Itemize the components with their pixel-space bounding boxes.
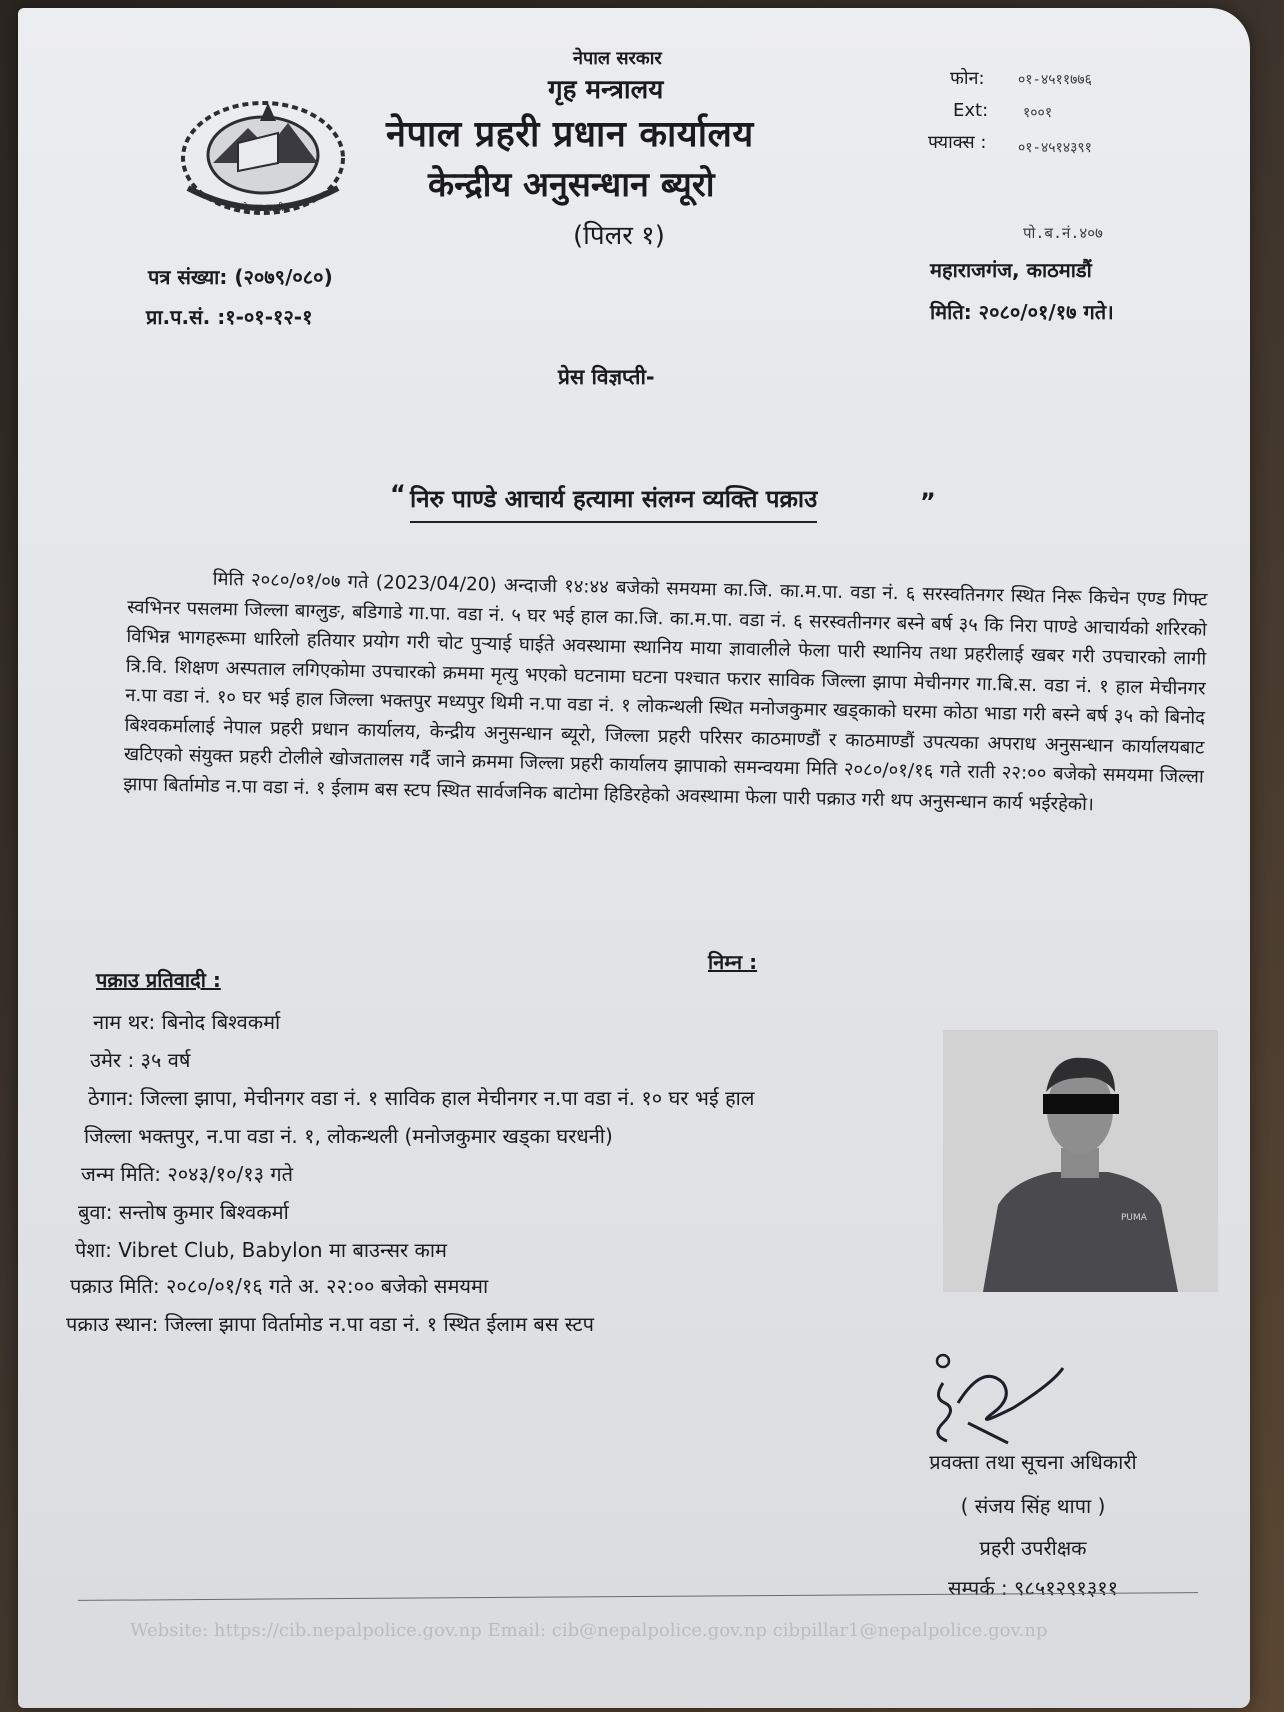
nimna-label: निम्न :	[708, 950, 758, 974]
svg-text:नेपाल प्रहरी: नेपाल प्रहरी	[242, 203, 284, 214]
detail-arrest-place: पक्राउ स्थान: जिल्ला झापा विर्तामोड न.पा वडा नं. १ स्थित ईलाम बस स्टप	[66, 1312, 594, 1336]
po-box: पो.ब.नं.४०७	[1023, 224, 1103, 242]
detail-dob: जन्म मिति: २०४३/१०/१३ गते	[81, 1162, 294, 1186]
detail-arrest-date: पक्राउ मिति: २०८०/०१/१६ गते अ. २२:०० बजेको समयमा	[70, 1274, 489, 1298]
office-name: नेपाल प्रहरी प्रधान कार्यालय	[386, 114, 754, 155]
title-close-quote: ”	[920, 488, 936, 516]
police-emblem-icon	[168, 93, 358, 223]
signatory-rank: प्रहरी उपरीक्षक	[979, 1536, 1087, 1560]
address: महाराजगंज, काठमाडौं	[930, 258, 1092, 282]
bureau-name: केन्द्रीय अनुसन्धान ब्यूरो	[428, 165, 715, 205]
signatory-contact: सम्पर्क : ९८५१२९१३११	[947, 1576, 1119, 1600]
arrestee-photo	[943, 1030, 1218, 1292]
fax-value: ०१-४५१४३९१	[1018, 140, 1092, 156]
arrestee-heading: पक्राउ प्रतिवादी :	[96, 968, 221, 992]
signature-icon	[913, 1343, 1083, 1453]
detail-occupation: पेशा: Vibret Club, Babylon मा बाउन्सर काम	[75, 1238, 448, 1262]
phone-label: फोन:	[950, 68, 985, 89]
ext-label: Ext:	[953, 100, 989, 121]
letter-number: पत्र संख्या: (२०७९/०८०)	[148, 265, 333, 289]
document-page	[18, 8, 1250, 1708]
detail-name: नाम थर: बिनोद बिश्वकर्मा	[93, 1010, 281, 1034]
press-body-paragraph: मिति २०८०/०१/०७ गते (2023/04/20) अन्दाजी १४:४४ बजेको समयमा का.जि. का.म.पा. वडा नं. ६ सरस्वतिनगर स्थित निरू किचेन एण्ड गिफ्ट स्वभिनर पसलमा जिल्ला बाग्लुङ, बडिगाडे गा.पा. वडा नं. ५ घर भई हाल का.जि. का.म.पा. वडा नं. ६ सरस्वतीनगर बस्ने बर्ष ३५ कि निरा पाण्डे आचार्यको शरिरको विभिन्न भागहरूमा धारिलो हतियार प्रयोग गरी चोट पुऱ्याई घाईते अवस्थामा स्थानिय माया ज्ञावालीले फेला पारी स्थानिय तथा प्रहरीलाई खबर गरी उपचारको लागी त्रि.वि. शिक्षण अस्पताल लगिएकोमा उपचारको क्रममा मृत्यु भएको घटनामा घटना पश्चात फरार साविक जिल्ला झापा मेचीनगर गा.बि.स. वडा नं. १ हाल मेचीनगर न.पा वडा नं. १० घर भई हाल जिल्ला भक्तपुर मध्यपुर थिमी न.पा वडा नं. १ लोकन्थली स्थित मनोजकुमार खड्काको घरमा कोठा भाडा गरी बस्ने बर्ष ३५ को बिनोद बिश्वकर्मालाई नेपाल प्रहरी प्रधान कार्यालय, केन्द्रीय अनुसन्धान ब्यूरो, जिल्ला प्रहरी परिसर काठमाण्डौं र काठमाण्डौं उपत्यका अपराध अनुसन्धान कार्यालयबाट खटिएको संयुक्त प्रहरी टोलीले खोजतालस गर्दै जाने क्रममा जिल्ला प्रहरी कार्यालय झापाको समन्वयमा मिति २०८०/०१/१६ गते राती २२:०० बजेको समयमा जिल्ला झापा बिर्तामोड न.पा वडा नं. १ ईलाम बस स्टप स्थित सार्वजनिक बाटोमा हिडिरहेको अवस्थामा फेला पारी पक्राउ गरी थप अनुसन्धान कार्य भईरहेको।	[123, 568, 1208, 815]
government-name: नेपाल सरकार	[573, 48, 662, 69]
reference-number: प्रा.प.सं. :१-०१-१२-१	[146, 305, 313, 329]
detail-father: बुवा: सन्तोष कुमार बिश्वकर्मा	[78, 1200, 289, 1224]
phone-value: ०१-४५११७७६	[1018, 72, 1092, 88]
signatory-role: प्रवक्ता तथा सूचना अधिकारी	[929, 1450, 1137, 1474]
footer-website: Website: https://cib.nepalpolice.gov.np Email: cib@nepalpolice.gov.np cibpillar1@nepalpolice.gov.np	[130, 1620, 1048, 1641]
svg-text:PUMA: PUMA	[1121, 1213, 1147, 1223]
fax-label: फ्याक्स :	[928, 132, 987, 153]
press-release-label: प्रेस विज्ञप्ती-	[558, 365, 655, 389]
pillar-label: (पिलर १)	[573, 221, 665, 251]
detail-address-2: जिल्ला भक्तपुर, न.पा वडा नं. १, लोकन्थली (मनोजकुमार खड्का घरधनी)	[84, 1124, 613, 1148]
letter-date: मिति: २०८०/०१/१७ गते।	[930, 300, 1114, 324]
ministry-name: गृह मन्त्रालय	[548, 75, 664, 105]
title-open-quote: “	[390, 480, 406, 508]
signatory-name: ( संजय सिंह थापा )	[960, 1494, 1106, 1518]
person-silhouette-icon	[943, 1030, 1218, 1292]
detail-address-1: ठेगान: जिल्ला झापा, मेचीनगर वडा नं. १ साविक हाल मेचीनगर न.पा वडा नं. १० घर भई हाल	[88, 1086, 755, 1110]
detail-age: उमेर : ३५ वर्ष	[90, 1048, 191, 1072]
press-title: निरु पाण्डे आचार्य हत्यामा संलग्न व्यक्ति पक्राउ	[410, 482, 817, 523]
ext-value: १००१	[1023, 105, 1053, 121]
